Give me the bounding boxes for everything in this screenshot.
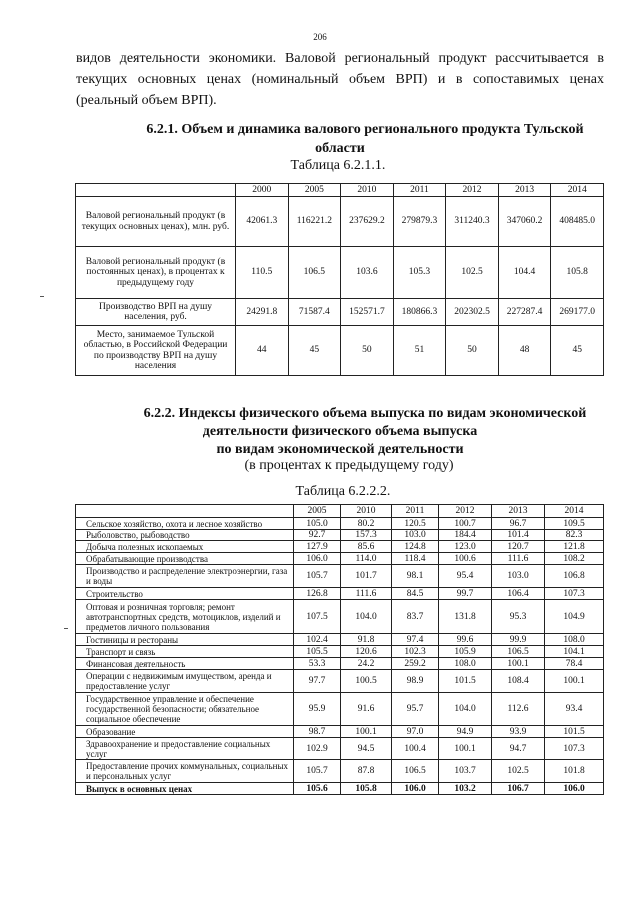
output-cell: 99.7 (439, 588, 492, 600)
output-cell: 94.7 (492, 738, 545, 760)
output-cell: 112.6 (492, 693, 545, 726)
output-row-label: Государственное управление и обеспечение государственной безопасности; обязательное социальное обеспечение (76, 693, 294, 726)
output-cell: 78.4 (545, 658, 604, 670)
output-cell: 95.4 (439, 565, 492, 588)
output-row-label: Рыболовство, рыбоводство (76, 530, 294, 541)
grp-table-row (76, 326, 604, 376)
output-table-year-header: 2011 (392, 505, 439, 518)
output-cell: 101.7 (341, 565, 392, 588)
grp-table-year-header: 2000 (236, 184, 289, 197)
output-table-header-row (76, 505, 604, 518)
output-table-year-header: 2012 (439, 505, 492, 518)
output-cell: 102.4 (294, 634, 341, 646)
output-cell: 87.8 (341, 760, 392, 783)
output-table-row (76, 738, 604, 760)
output-cell: 94.5 (341, 738, 392, 760)
grp-row-label: Валовой региональный продукт (в постоянных ценах), в процентах к предыдущему году (76, 247, 236, 299)
output-table-year-header: 2010 (341, 505, 392, 518)
output-total-cell: 106.0 (392, 783, 439, 795)
output-cell: 95.7 (392, 693, 439, 726)
output-cell: 118.4 (392, 553, 439, 565)
grp-cell: 50 (341, 326, 394, 376)
output-cell: 93.9 (492, 726, 545, 738)
output-cell: 101.4 (492, 530, 545, 541)
output-row-label: Обрабатывающие производства (76, 553, 294, 565)
output-cell: 127.9 (294, 541, 341, 553)
grp-table-year-header: 2013 (498, 184, 551, 197)
output-row-label: Образование (76, 726, 294, 738)
output-cell: 100.5 (341, 670, 392, 693)
grp-table-row (76, 197, 604, 247)
output-cell: 100.1 (341, 726, 392, 738)
output-cell: 157.3 (341, 530, 392, 541)
grp-cell: 50 (446, 326, 499, 376)
section-2-heading-line2: деятельности физического объема выпуска (202, 424, 478, 439)
output-cell: 102.5 (492, 760, 545, 783)
output-table-row (76, 670, 604, 693)
grp-table-header-row (76, 184, 604, 197)
section-2-heading-line1: 6.2.2. Индексы физического объема выпуска по видам экономической (143, 406, 587, 421)
output-cell: 120.6 (341, 646, 392, 658)
output-cell: 95.3 (492, 600, 545, 634)
grp-cell: 103.6 (341, 247, 394, 299)
output-cell: 111.6 (341, 588, 392, 600)
output-total-label: Выпуск в основных ценах (76, 783, 294, 795)
grp-row-label: Производство ВРП на душу населения, руб. (76, 299, 236, 326)
grp-table (75, 183, 604, 376)
output-cell: 84.5 (392, 588, 439, 600)
output-cell: 107.3 (545, 738, 604, 760)
output-cell: 259.2 (392, 658, 439, 670)
output-cell: 80.2 (341, 518, 392, 530)
output-cell: 106.5 (392, 760, 439, 783)
grp-cell: 45 (551, 326, 604, 376)
output-row-label: Гостиницы и рестораны (76, 634, 294, 646)
output-table-year-header: 2005 (294, 505, 341, 518)
output-cell: 103.7 (439, 760, 492, 783)
output-table-row (76, 518, 604, 530)
output-cell: 106.5 (492, 646, 545, 658)
output-total-row (76, 783, 604, 795)
output-row-label: Строительство (76, 588, 294, 600)
grp-cell: 24291.8 (236, 299, 289, 326)
output-total-cell: 106.7 (492, 783, 545, 795)
table-1-caption: Таблица 6.2.1.1. (290, 158, 386, 173)
output-cell: 124.8 (392, 541, 439, 553)
output-cell: 105.7 (294, 565, 341, 588)
grp-cell: 104.4 (498, 247, 551, 299)
page-number: 206 (313, 32, 327, 42)
output-table-row (76, 553, 604, 565)
output-row-label: Операции с недвижимым имуществом, аренда и предоставление услуг (76, 670, 294, 693)
output-cell: 108.4 (492, 670, 545, 693)
grp-table-header-corner (76, 184, 236, 197)
output-cell: 95.9 (294, 693, 341, 726)
output-cell: 100.1 (439, 738, 492, 760)
grp-row-label: Место, занимаемое Тульской областью, в Российской Федерации по производству ВРП на душу населения (76, 326, 236, 376)
output-cell: 104.0 (341, 600, 392, 634)
output-cell: 121.8 (545, 541, 604, 553)
grp-cell: 42061.3 (236, 197, 289, 247)
output-cell: 91.6 (341, 693, 392, 726)
output-cell: 108.0 (439, 658, 492, 670)
output-cell: 114.0 (341, 553, 392, 565)
section-2-subtitle: (в процентах к предыдущему году) (244, 458, 454, 473)
section-2-heading (76, 405, 604, 459)
grp-table-year-header: 2010 (341, 184, 394, 197)
output-cell: 99.9 (492, 634, 545, 646)
grp-cell: 106.5 (288, 247, 341, 299)
grp-cell: 202302.5 (446, 299, 499, 326)
output-table-row (76, 600, 604, 634)
grp-cell: 180866.3 (393, 299, 446, 326)
grp-row-label: Валовой региональный продукт (в текущих основных ценах), млн. руб. (76, 197, 236, 247)
output-table-row (76, 658, 604, 670)
output-cell: 131.8 (439, 600, 492, 634)
output-cell: 102.9 (294, 738, 341, 760)
grp-cell: 71587.4 (288, 299, 341, 326)
output-row-label: Предоставление прочих коммунальных, социальных и персональных услуг (76, 760, 294, 783)
output-cell: 104.1 (545, 646, 604, 658)
output-cell: 126.8 (294, 588, 341, 600)
output-cell: 82.3 (545, 530, 604, 541)
grp-cell: 347060.2 (498, 197, 551, 247)
output-cell: 97.0 (392, 726, 439, 738)
output-cell: 104.9 (545, 600, 604, 634)
output-cell: 109.5 (545, 518, 604, 530)
output-cell: 92.7 (294, 530, 341, 541)
output-cell: 98.7 (294, 726, 341, 738)
grp-cell: 311240.3 (446, 197, 499, 247)
output-cell: 93.4 (545, 693, 604, 726)
output-cell: 53.3 (294, 658, 341, 670)
output-cell: 91.8 (341, 634, 392, 646)
output-cell: 98.9 (392, 670, 439, 693)
output-cell: 106.4 (492, 588, 545, 600)
output-cell: 105.7 (294, 760, 341, 783)
grp-table-year-header: 2011 (393, 184, 446, 197)
output-cell: 108.0 (545, 634, 604, 646)
output-cell: 105.9 (439, 646, 492, 658)
output-total-cell: 105.6 (294, 783, 341, 795)
output-cell: 120.5 (392, 518, 439, 530)
grp-table-year-header: 2012 (446, 184, 499, 197)
intro-paragraph: видов деятельности экономики. Валовой региональный продукт рассчитывается в текущих основных ценах (номинальный объем ВРП) и в сопоставимых ценах (реальный объем ВРП). (76, 51, 604, 108)
output-cell: 184.4 (439, 530, 492, 541)
grp-cell: 45 (288, 326, 341, 376)
output-cell: 98.1 (392, 565, 439, 588)
output-table-row (76, 693, 604, 726)
grp-cell: 279879.3 (393, 197, 446, 247)
output-table-row (76, 588, 604, 600)
output-index-table (75, 504, 604, 795)
output-cell: 100.1 (492, 658, 545, 670)
output-cell: 100.4 (392, 738, 439, 760)
grp-table-row (76, 299, 604, 326)
output-cell: 123.0 (439, 541, 492, 553)
output-row-label: Сельское хозяйство, охота и лесное хозяйство (76, 518, 294, 530)
output-cell: 101.8 (545, 760, 604, 783)
output-table-year-header: 2013 (492, 505, 545, 518)
output-cell: 103.0 (392, 530, 439, 541)
output-row-label: Добыча полезных ископаемых (76, 541, 294, 553)
output-cell: 111.6 (492, 553, 545, 565)
output-cell: 97.7 (294, 670, 341, 693)
output-total-cell: 105.8 (341, 783, 392, 795)
output-cell: 100.1 (545, 670, 604, 693)
section-1-heading-line2: области (315, 141, 365, 156)
output-cell: 83.7 (392, 600, 439, 634)
grp-cell: 110.5 (236, 247, 289, 299)
section-2-heading-line3: по видам экономической деятельности (216, 442, 464, 457)
output-table-row (76, 565, 604, 588)
output-row-label: Здравоохранение и предоставление социальных услуг (76, 738, 294, 760)
output-table-row (76, 541, 604, 553)
grp-cell: 44 (236, 326, 289, 376)
output-table-year-header: 2014 (545, 505, 604, 518)
output-cell: 104.0 (439, 693, 492, 726)
output-cell: 105.0 (294, 518, 341, 530)
output-cell: 96.7 (492, 518, 545, 530)
output-cell: 102.3 (392, 646, 439, 658)
output-cell: 120.7 (492, 541, 545, 553)
output-total-cell: 106.0 (545, 783, 604, 795)
output-table-row (76, 726, 604, 738)
output-cell: 94.9 (439, 726, 492, 738)
output-cell: 101.5 (439, 670, 492, 693)
output-cell: 85.6 (341, 541, 392, 553)
output-cell: 24.2 (341, 658, 392, 670)
grp-cell: 51 (393, 326, 446, 376)
grp-cell: 408485.0 (551, 197, 604, 247)
output-cell: 108.2 (545, 553, 604, 565)
output-cell: 107.5 (294, 600, 341, 634)
output-cell: 106.0 (294, 553, 341, 565)
output-table-row (76, 634, 604, 646)
margin-mark (64, 628, 68, 629)
margin-mark (40, 296, 44, 297)
grp-cell: 269177.0 (551, 299, 604, 326)
grp-cell: 105.3 (393, 247, 446, 299)
grp-cell: 105.8 (551, 247, 604, 299)
grp-cell: 227287.4 (498, 299, 551, 326)
output-cell: 99.6 (439, 634, 492, 646)
output-table-header-corner (76, 505, 294, 518)
output-row-label: Финансовая деятельность (76, 658, 294, 670)
output-cell: 100.7 (439, 518, 492, 530)
grp-cell: 152571.7 (341, 299, 394, 326)
grp-table-year-header: 2014 (551, 184, 604, 197)
output-cell: 101.5 (545, 726, 604, 738)
output-cell: 100.6 (439, 553, 492, 565)
grp-table-row (76, 247, 604, 299)
grp-cell: 116221.2 (288, 197, 341, 247)
grp-cell: 237629.2 (341, 197, 394, 247)
output-cell: 105.5 (294, 646, 341, 658)
output-row-label: Производство и распределение электроэнергии, газа и воды (76, 565, 294, 588)
output-cell: 107.3 (545, 588, 604, 600)
output-total-cell: 103.2 (439, 783, 492, 795)
grp-cell: 102.5 (446, 247, 499, 299)
grp-table-year-header: 2005 (288, 184, 341, 197)
output-table-row (76, 646, 604, 658)
output-row-label: Транспорт и связь (76, 646, 294, 658)
grp-cell: 48 (498, 326, 551, 376)
output-cell: 106.8 (545, 565, 604, 588)
output-row-label: Оптовая и розничная торговля; ремонт автотранспортных средств, мотоциклов, изделий и предметов личного пользования (76, 600, 294, 634)
output-table-row (76, 530, 604, 541)
output-table-row (76, 760, 604, 783)
section-1-heading-line1: 6.2.1. Объем и динамика валового регионального продукта Тульской (146, 122, 584, 137)
section-1-heading (76, 120, 604, 158)
output-cell: 97.4 (392, 634, 439, 646)
table-2-caption: Таблица 6.2.2.2. (295, 484, 391, 499)
output-cell: 103.0 (492, 565, 545, 588)
